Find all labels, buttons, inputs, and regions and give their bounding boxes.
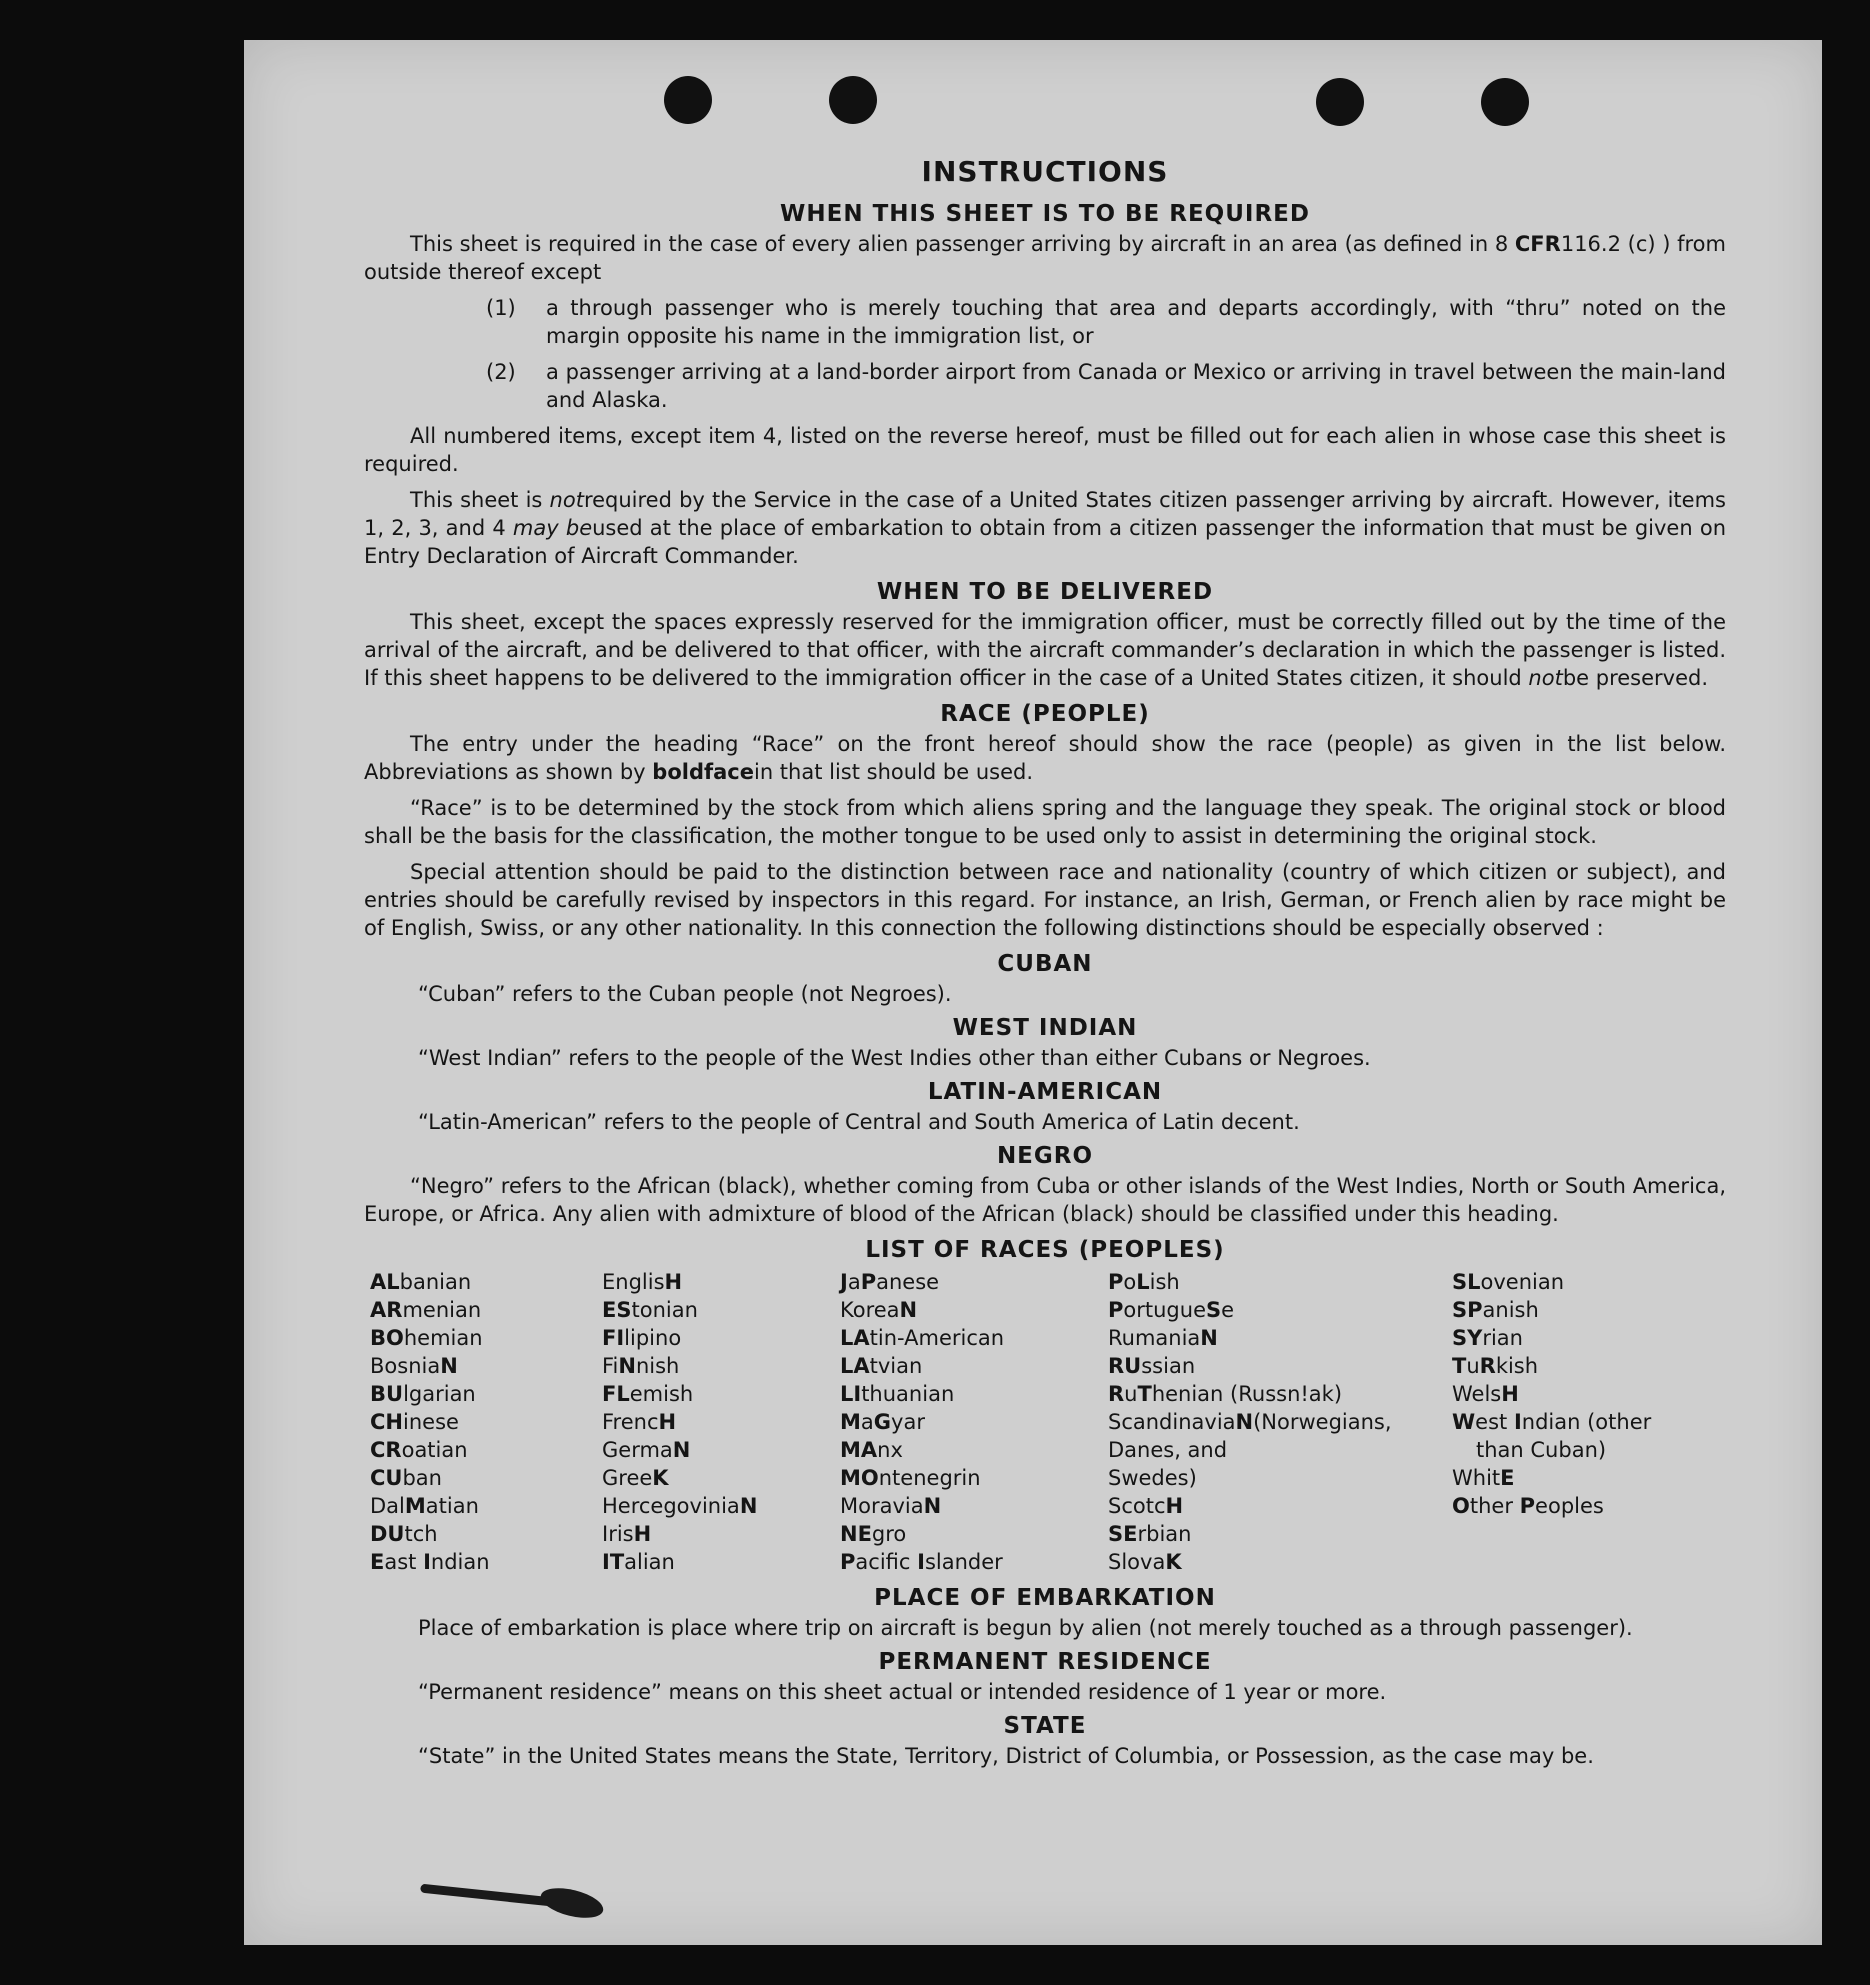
race-entry <box>370 1268 602 1296</box>
punch-hole <box>829 76 877 124</box>
race-text: ish <box>1149 1270 1180 1294</box>
race-abbreviation: H <box>633 1522 652 1546</box>
required-intro <box>364 230 1726 286</box>
race-entry <box>602 1268 840 1296</box>
race-entry <box>1108 1520 1452 1548</box>
race-entry <box>840 1464 1108 1492</box>
embarkation-text: Place of embarkation is place where trip on aircraft is begun by alien (not merely touched as a through passenger). <box>418 1616 1633 1640</box>
section-heading-embarkation: PLACE OF EMBARKATION <box>874 1585 1216 1611</box>
race-text: inese <box>403 1410 459 1434</box>
race-text: Hercegovinia <box>602 1494 740 1518</box>
race-entry <box>1452 1436 1672 1464</box>
race-paragraph-2: “Race” is to be determined by the stock from which aliens spring and the language they speak. The original stock or blood shall be the basis for the classification, the mother tongue to be used only to assist in determining the original stock. <box>364 796 1726 848</box>
race-entry <box>1452 1352 1672 1380</box>
race-text: ndian (other <box>1521 1410 1652 1434</box>
race-text: Bosnia <box>370 1354 441 1378</box>
race-text: yar <box>891 1410 925 1434</box>
race-abbreviation: I <box>423 1550 431 1574</box>
race-entry <box>602 1324 840 1352</box>
race-abbreviation: I <box>1513 1410 1522 1434</box>
race-column <box>370 1268 602 1576</box>
race-abbreviation: AL <box>370 1270 400 1294</box>
race-entry <box>370 1492 602 1520</box>
race-text-1a: The entry under the heading “Race” on the front hereof should show the race (people) as given in the list below. Abbreviations as shown by <box>364 732 1726 784</box>
race-abbreviation: I <box>917 1550 925 1574</box>
race-abbreviation: ES <box>602 1298 632 1322</box>
race-text: Wels <box>1452 1382 1502 1406</box>
race-text: Englis <box>602 1270 665 1294</box>
race-abbreviation: IT <box>602 1550 625 1574</box>
race-text: menian <box>402 1298 482 1322</box>
race-entry <box>370 1464 602 1492</box>
race-entry <box>602 1436 840 1464</box>
exception-number: (2) <box>486 360 516 384</box>
race-entry <box>370 1436 602 1464</box>
exception-text: a through passenger who is merely touching that area and departs accordingly, with “thru” noted on the margin opposite his name in the immigration list, or <box>546 296 1726 348</box>
race-abbreviation: M <box>404 1494 426 1518</box>
race-entry <box>840 1492 1108 1520</box>
race-abbreviation: K <box>1165 1550 1182 1574</box>
race-text: lgarian <box>403 1382 476 1406</box>
race-text: nx <box>877 1438 903 1462</box>
punch-hole <box>1316 78 1364 126</box>
race-text: Fi <box>602 1354 619 1378</box>
race-text: anish <box>1482 1298 1539 1322</box>
race-entry <box>1452 1296 1672 1324</box>
race-abbreviation: N <box>672 1438 691 1462</box>
race-abbreviation: LA <box>840 1354 870 1378</box>
race-text: ntenegrin <box>878 1466 981 1490</box>
race-text: ban <box>402 1466 442 1490</box>
race-abbreviation: T <box>1137 1382 1152 1406</box>
race-entry <box>1108 1464 1452 1492</box>
exception-item <box>486 294 1726 350</box>
required-intro-text-end: 116.2 (c) ) from outside thereof except <box>364 232 1726 284</box>
race-text: ast <box>384 1550 424 1574</box>
race-abbreviation: P <box>1108 1298 1124 1322</box>
race-entry <box>602 1296 840 1324</box>
definition-text-west-indian: “West Indian” refers to the people of the West Indies other than either Cubans or Negroes. <box>418 1046 1371 1070</box>
race-entry <box>1108 1548 1452 1576</box>
race-entry <box>1452 1380 1672 1408</box>
race-abbreviation: AR <box>370 1298 403 1322</box>
race-column <box>1452 1268 1672 1576</box>
race-text: a <box>860 1410 874 1434</box>
race-text: Gree <box>602 1466 653 1490</box>
race-text: Korea <box>840 1298 900 1322</box>
race-abbreviation: SP <box>1452 1298 1483 1322</box>
race-entry <box>370 1324 602 1352</box>
definition-text-latin-american: “Latin-American” refers to the people of Central and South America of Latin decent. <box>418 1110 1300 1134</box>
races-list-heading: LIST OF RACES (PEOPLES) <box>865 1237 1225 1263</box>
race-column <box>1108 1268 1452 1576</box>
race-text: rian <box>1482 1326 1523 1350</box>
citizen-text-1: This sheet is <box>410 488 550 512</box>
race-entry <box>602 1548 840 1576</box>
race-text: e <box>1221 1298 1235 1322</box>
citizen-emphasis-may: may be <box>512 516 593 540</box>
section-heading-delivered: WHEN TO BE DELIVERED <box>876 579 1214 605</box>
race-paragraph-1 <box>364 730 1726 786</box>
race-entry <box>840 1352 1108 1380</box>
race-entry <box>1452 1464 1672 1492</box>
race-text: u <box>1124 1382 1138 1406</box>
race-entry <box>602 1492 840 1520</box>
race-entry <box>1452 1408 1672 1436</box>
race-text: acific <box>855 1550 918 1574</box>
race-abbreviation: P <box>1519 1494 1536 1518</box>
race-entry <box>370 1548 602 1576</box>
document-page <box>244 40 1822 1945</box>
race-entry <box>840 1548 1108 1576</box>
races-list <box>370 1268 1726 1576</box>
race-text: lipino <box>624 1326 682 1350</box>
citizen-paragraph <box>364 486 1726 570</box>
required-intro-text: This sheet is required in the case of every alien passenger arriving by aircraft in an area (as defined in 8 <box>410 232 1515 256</box>
race-text: Slova <box>1108 1550 1166 1574</box>
race-abbreviation: E <box>1500 1466 1515 1490</box>
delivered-paragraph <box>364 608 1726 692</box>
race-abbreviation: H <box>664 1270 683 1294</box>
race-abbreviation: FL <box>602 1382 630 1406</box>
race-abbreviation: M <box>840 1410 861 1434</box>
race-text: Scandinavia <box>1108 1410 1236 1434</box>
race-text: Swedes) <box>1108 1466 1197 1490</box>
race-text: atian <box>425 1494 479 1518</box>
race-abbreviation: O <box>1452 1494 1470 1518</box>
race-abbreviation: P <box>860 1270 877 1294</box>
punch-hole <box>1481 78 1529 126</box>
race-entry <box>370 1520 602 1548</box>
race-abbreviation: H <box>658 1410 677 1434</box>
race-entry <box>840 1268 1108 1296</box>
race-entry <box>602 1352 840 1380</box>
race-abbreviation: K <box>652 1466 669 1490</box>
race-abbreviation: E <box>370 1550 385 1574</box>
race-abbreviation: NE <box>840 1522 872 1546</box>
race-text: est <box>1475 1410 1514 1434</box>
race-text: Frenc <box>602 1410 659 1434</box>
race-entry <box>602 1464 840 1492</box>
race-text: anese <box>876 1270 940 1294</box>
race-text: Dal <box>370 1494 405 1518</box>
race-entry <box>602 1380 840 1408</box>
race-column <box>840 1268 1108 1576</box>
race-text: ndian <box>430 1550 490 1574</box>
state-text: “State” in the United States means the State, Territory, District of Columbia, or Possession, as the case may be. <box>418 1744 1594 1768</box>
race-text: than Cuban) <box>1476 1438 1607 1462</box>
race-abbreviation: R <box>1479 1354 1496 1378</box>
race-abbreviation: J <box>840 1270 848 1294</box>
delivered-emphasis-not: not <box>1528 666 1563 690</box>
race-entry <box>602 1408 840 1436</box>
definition-heading-latin-american: LATIN-AMERICAN <box>927 1079 1163 1105</box>
definition-heading-negro: NEGRO <box>996 1143 1094 1169</box>
race-text: alian <box>624 1550 675 1574</box>
race-entry <box>840 1408 1108 1436</box>
cfr-label: CFR <box>1514 232 1561 256</box>
exception-item <box>486 358 1726 414</box>
race-abbreviation: SL <box>1452 1270 1481 1294</box>
race-abbreviation: LI <box>840 1382 862 1406</box>
race-entry <box>1108 1436 1452 1464</box>
race-text: tvian <box>869 1354 923 1378</box>
race-entry <box>1452 1492 1672 1520</box>
citizen-emphasis-not: not <box>549 488 584 512</box>
race-text: tin-American <box>869 1326 1005 1350</box>
race-abbreviation: R <box>1108 1382 1125 1406</box>
race-abbreviation: S <box>1206 1298 1222 1322</box>
residence-text: “Permanent residence” means on this sheet actual or intended residence of 1 year or more. <box>418 1680 1387 1704</box>
race-entry <box>1452 1268 1672 1296</box>
race-entry <box>370 1408 602 1436</box>
race-abbreviation: H <box>1501 1382 1519 1406</box>
definition-text-negro: “Negro” refers to the African (black), whether coming from Cuba or other islands of the West Indies, North or South America, Europe, or Africa. Any alien with admixture of blood of the African (black) should be classified under this heading. <box>364 1174 1726 1226</box>
definition-heading-west-indian: WEST INDIAN <box>952 1015 1138 1041</box>
section-heading-required: WHEN THIS SHEET IS TO BE REQUIRED <box>780 201 1310 227</box>
citizen-text-3: used at the place of embarkation to obtain from a citizen passenger the information that must be given on Entry Declaration of Aircraft Commander. <box>364 516 1727 568</box>
race-text: gro <box>871 1522 907 1546</box>
race-text: eoples <box>1535 1494 1604 1518</box>
race-text: rbian <box>1137 1522 1192 1546</box>
race-entry <box>840 1436 1108 1464</box>
race-text: ssian <box>1141 1354 1196 1378</box>
exception-number: (1) <box>486 296 516 320</box>
race-text: thuanian <box>861 1382 955 1406</box>
delivered-text-2: be preserved. <box>1562 666 1709 690</box>
delivered-text-1: This sheet, except the spaces expressly reserved for the immigration officer, must be correctly filled out by the time of the arrival of the aircraft, and be delivered to that officer, with the aircraft commander’s declaration in which the passenger is listed. If this sheet happens to be delivered to the immigration officer in the case of a United States citizen, it should <box>364 610 1726 690</box>
race-abbreviation: N <box>440 1354 458 1378</box>
section-heading-race: RACE (PEOPLE) <box>940 701 1150 727</box>
race-entry <box>602 1520 840 1548</box>
race-abbreviation: P <box>1108 1270 1124 1294</box>
race-abbreviation: T <box>1452 1354 1467 1378</box>
race-abbreviation: N <box>923 1494 942 1518</box>
definition-heading-cuban: CUBAN <box>997 951 1093 977</box>
race-text: Scotc <box>1108 1494 1166 1518</box>
race-text: Germa <box>602 1438 673 1462</box>
race-abbreviation: CU <box>370 1466 403 1490</box>
race-entry <box>1108 1408 1452 1436</box>
race-text: ortugue <box>1123 1298 1206 1322</box>
race-text: slander <box>924 1550 1003 1574</box>
race-entry <box>840 1380 1108 1408</box>
race-entry <box>370 1352 602 1380</box>
race-text: ther <box>1469 1494 1520 1518</box>
race-text: emish <box>629 1382 694 1406</box>
race-entry <box>1108 1352 1452 1380</box>
race-entry <box>1108 1324 1452 1352</box>
race-abbreviation: MO <box>840 1466 879 1490</box>
race-entry <box>840 1296 1108 1324</box>
race-abbreviation: N <box>1200 1326 1218 1350</box>
race-text: Danes, and <box>1108 1438 1228 1462</box>
race-entry <box>370 1380 602 1408</box>
race-text: nish <box>635 1354 680 1378</box>
race-entry <box>1108 1296 1452 1324</box>
punch-hole <box>664 76 712 124</box>
race-entry <box>1108 1268 1452 1296</box>
race-abbreviation: LA <box>840 1326 870 1350</box>
race-text: o <box>1123 1270 1137 1294</box>
race-abbreviation: CR <box>370 1438 402 1462</box>
race-text: oatian <box>401 1438 468 1462</box>
race-abbreviation: N <box>1235 1410 1254 1434</box>
race-entry <box>1452 1324 1672 1352</box>
section-heading-residence: PERMANENT RESIDENCE <box>878 1649 1212 1675</box>
race-abbreviation: L <box>1136 1270 1150 1294</box>
race-text-1b: in that list should be used. <box>753 760 1033 784</box>
race-abbreviation: G <box>873 1410 892 1434</box>
citizen-text-2: required by the Service in the case of a United States citizen passenger arriving by aircraft. However, items 1, 2, 3, and 4 <box>364 488 1726 540</box>
race-text: henian (Russn!ak) <box>1151 1382 1343 1406</box>
race-paragraph-3: Special attention should be paid to the distinction between race and nationality (country of which citizen or subject), and entries should be carefully revised by inspectors in this regard. For instance, an Irish, German, or French alien by race might be of English, Swiss, or any other nationality. In this connection the following distinctions should be especially observed : <box>364 860 1726 940</box>
definition-text-cuban: “Cuban” refers to the Cuban people (not Negroes). <box>418 982 952 1006</box>
race-entry <box>840 1520 1108 1548</box>
exception-text: a passenger arriving at a land-border airport from Canada or Mexico or arriving in travel between the main-land and Alaska. <box>546 360 1726 412</box>
race-boldface-word: boldface <box>652 760 754 784</box>
race-abbreviation: BU <box>370 1382 404 1406</box>
section-heading-state: STATE <box>1003 1713 1087 1739</box>
race-abbreviation: CH <box>370 1410 403 1434</box>
race-entry <box>1108 1492 1452 1520</box>
race-text: banian <box>399 1270 472 1294</box>
race-text: a <box>847 1270 861 1294</box>
race-entry <box>840 1324 1108 1352</box>
numbered-items-paragraph: All numbered items, except item 4, listed on the reverse hereof, must be filled out for each alien in whose case this sheet is required. <box>364 424 1726 476</box>
race-text: Iris <box>602 1522 634 1546</box>
race-abbreviation: P <box>840 1550 856 1574</box>
race-abbreviation: N <box>618 1354 636 1378</box>
race-text: u <box>1466 1354 1480 1378</box>
race-abbreviation: RU <box>1108 1354 1142 1378</box>
race-abbreviation: W <box>1452 1410 1476 1434</box>
race-abbreviation: FI <box>602 1326 625 1350</box>
instructions-body <box>364 155 1727 1774</box>
race-entry <box>370 1296 602 1324</box>
race-text: ovenian <box>1480 1270 1565 1294</box>
race-text: Whit <box>1452 1466 1501 1490</box>
race-text: Rumania <box>1108 1326 1201 1350</box>
race-text: tch <box>404 1522 438 1546</box>
race-entry <box>1108 1380 1452 1408</box>
race-abbreviation: SY <box>1452 1326 1483 1350</box>
race-abbreviation: BO <box>370 1326 404 1350</box>
race-text: kish <box>1495 1354 1539 1378</box>
race-abbreviation: N <box>739 1494 758 1518</box>
race-abbreviation: DU <box>370 1522 405 1546</box>
race-text: (Norwegians, <box>1253 1410 1392 1434</box>
page-title: INSTRUCTIONS <box>921 155 1169 188</box>
race-text: Moravia <box>840 1494 924 1518</box>
race-abbreviation: N <box>899 1298 918 1322</box>
race-text: tonian <box>631 1298 698 1322</box>
race-abbreviation: MA <box>840 1438 878 1462</box>
race-abbreviation: SE <box>1108 1522 1138 1546</box>
race-column <box>602 1268 840 1576</box>
race-text: hemian <box>403 1326 483 1350</box>
race-abbreviation: H <box>1165 1494 1184 1518</box>
